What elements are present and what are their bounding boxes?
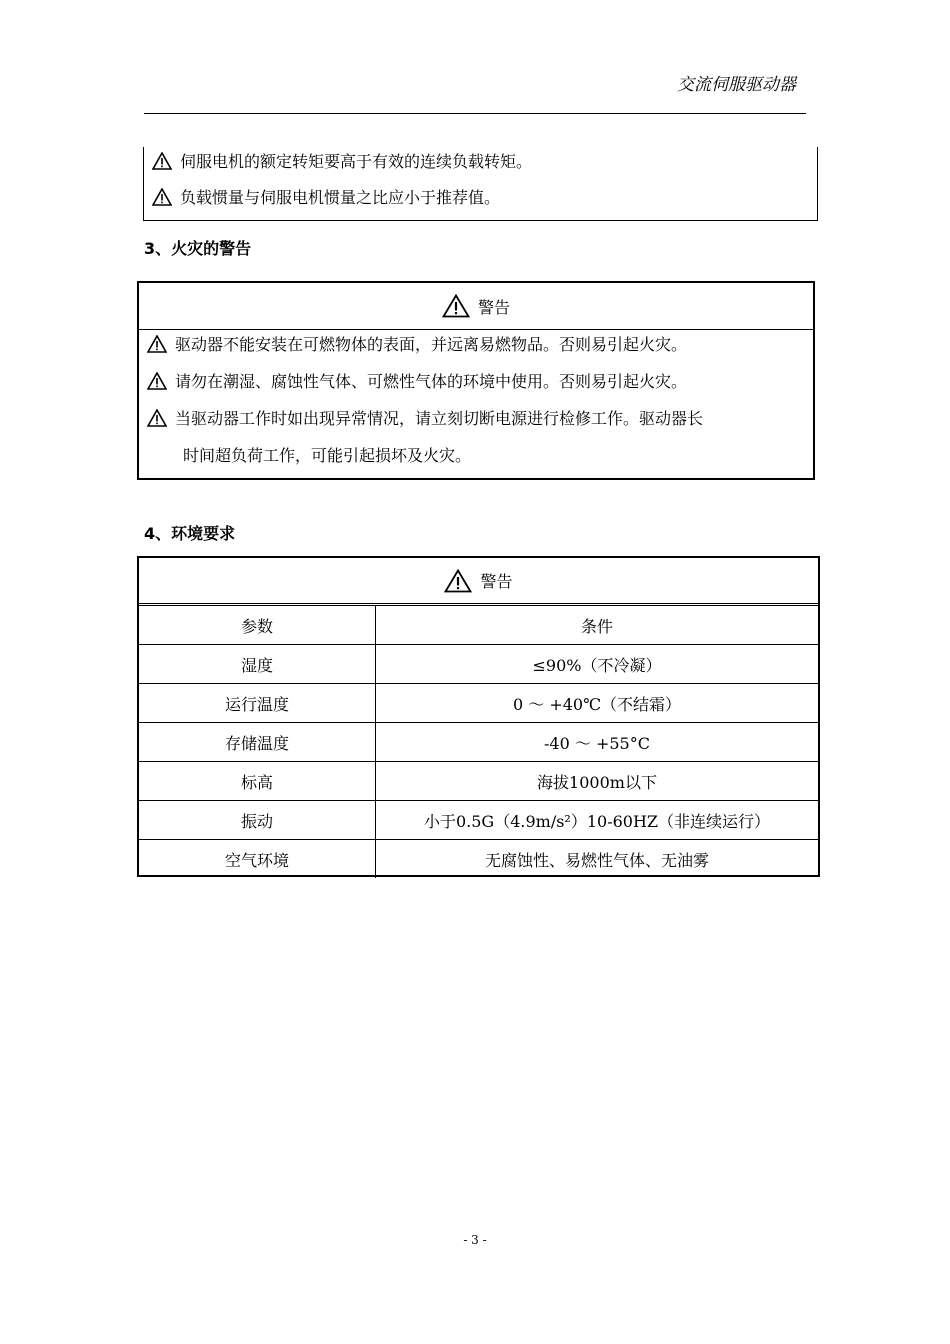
section-title-env: 4、环境要求 <box>144 524 236 543</box>
warning-text: 负载惯量与伺服电机惯量之比应小于推荐值。 <box>180 188 501 207</box>
warning-box-header <box>139 558 818 606</box>
column-header: 条件 <box>580 616 613 636</box>
table-row <box>139 762 818 801</box>
warning-box-header <box>139 283 813 330</box>
table-row <box>139 840 818 879</box>
table-cell: -40 ～ +55°C <box>376 723 819 762</box>
table-cell: 空气环境 <box>139 840 376 879</box>
warning-triangle-icon <box>147 409 167 427</box>
warning-triangle-icon <box>152 152 172 170</box>
warning-item <box>147 369 687 392</box>
warning-box-header-label: 警告 <box>480 572 513 591</box>
table-row <box>139 801 818 840</box>
warning-item <box>152 149 532 172</box>
header-title: 交流伺服驱动器 <box>677 75 796 95</box>
table-cell: 0 ～ +40℃（不结霜） <box>376 684 819 723</box>
warning-text: 伺服电机的额定转矩要高于有效的连续负载转矩。 <box>180 152 533 171</box>
table-cell: 标高 <box>139 762 376 801</box>
warning-box-header-label: 警告 <box>477 297 510 317</box>
warning-triangle-icon <box>152 188 172 206</box>
warning-triangle-icon <box>444 569 472 593</box>
table-cell: 湿度 <box>139 645 376 684</box>
warning-triangle-icon <box>147 335 167 353</box>
section-title-fire: 3、火灾的警告 <box>144 239 252 258</box>
warning-item <box>147 332 687 355</box>
table-cell: 海拔1000m以下 <box>376 762 819 801</box>
table-cell: 存储温度 <box>139 723 376 762</box>
table-cell: 振动 <box>139 801 376 840</box>
table-row <box>139 645 818 684</box>
table-header-row <box>139 606 818 645</box>
environment-table-box <box>137 556 820 877</box>
warning-triangle-icon <box>147 372 167 390</box>
column-header: 参数 <box>139 606 376 645</box>
warning-text: 请勿在潮湿、腐蚀性气体、可燃性气体的环境中使用。否则易引起火灾。 <box>175 372 688 391</box>
table-cell: ≤90%（不冷凝） <box>376 645 819 684</box>
table-cell: 无腐蚀性、易燃性气体、无油雾 <box>376 840 819 879</box>
continuation-warning-box <box>143 147 818 221</box>
warning-text: 当驱动器工作时如出现异常情况，请立刻切断电源进行检修工作。驱动器长 <box>175 409 704 428</box>
table-row <box>139 723 818 762</box>
table-row <box>139 684 818 723</box>
table-cell: 运行温度 <box>139 684 376 723</box>
warning-text-continuation: 时间超负荷工作，可能引起损坏及火灾。 <box>183 446 472 465</box>
table-cell: 小于0.5G（4.9m/s²）10-60HZ（非连续运行） <box>376 801 819 840</box>
warning-item <box>152 185 500 208</box>
warning-item <box>147 406 703 429</box>
environment-table <box>139 606 818 878</box>
page-number: - 3 - <box>463 1233 487 1247</box>
warning-text: 驱动器不能安装在可燃物体的表面，并远离易燃物品。否则易引起火灾。 <box>175 335 688 354</box>
fire-warning-box <box>137 281 815 480</box>
header-rule <box>144 113 806 114</box>
warning-triangle-icon <box>442 294 470 318</box>
